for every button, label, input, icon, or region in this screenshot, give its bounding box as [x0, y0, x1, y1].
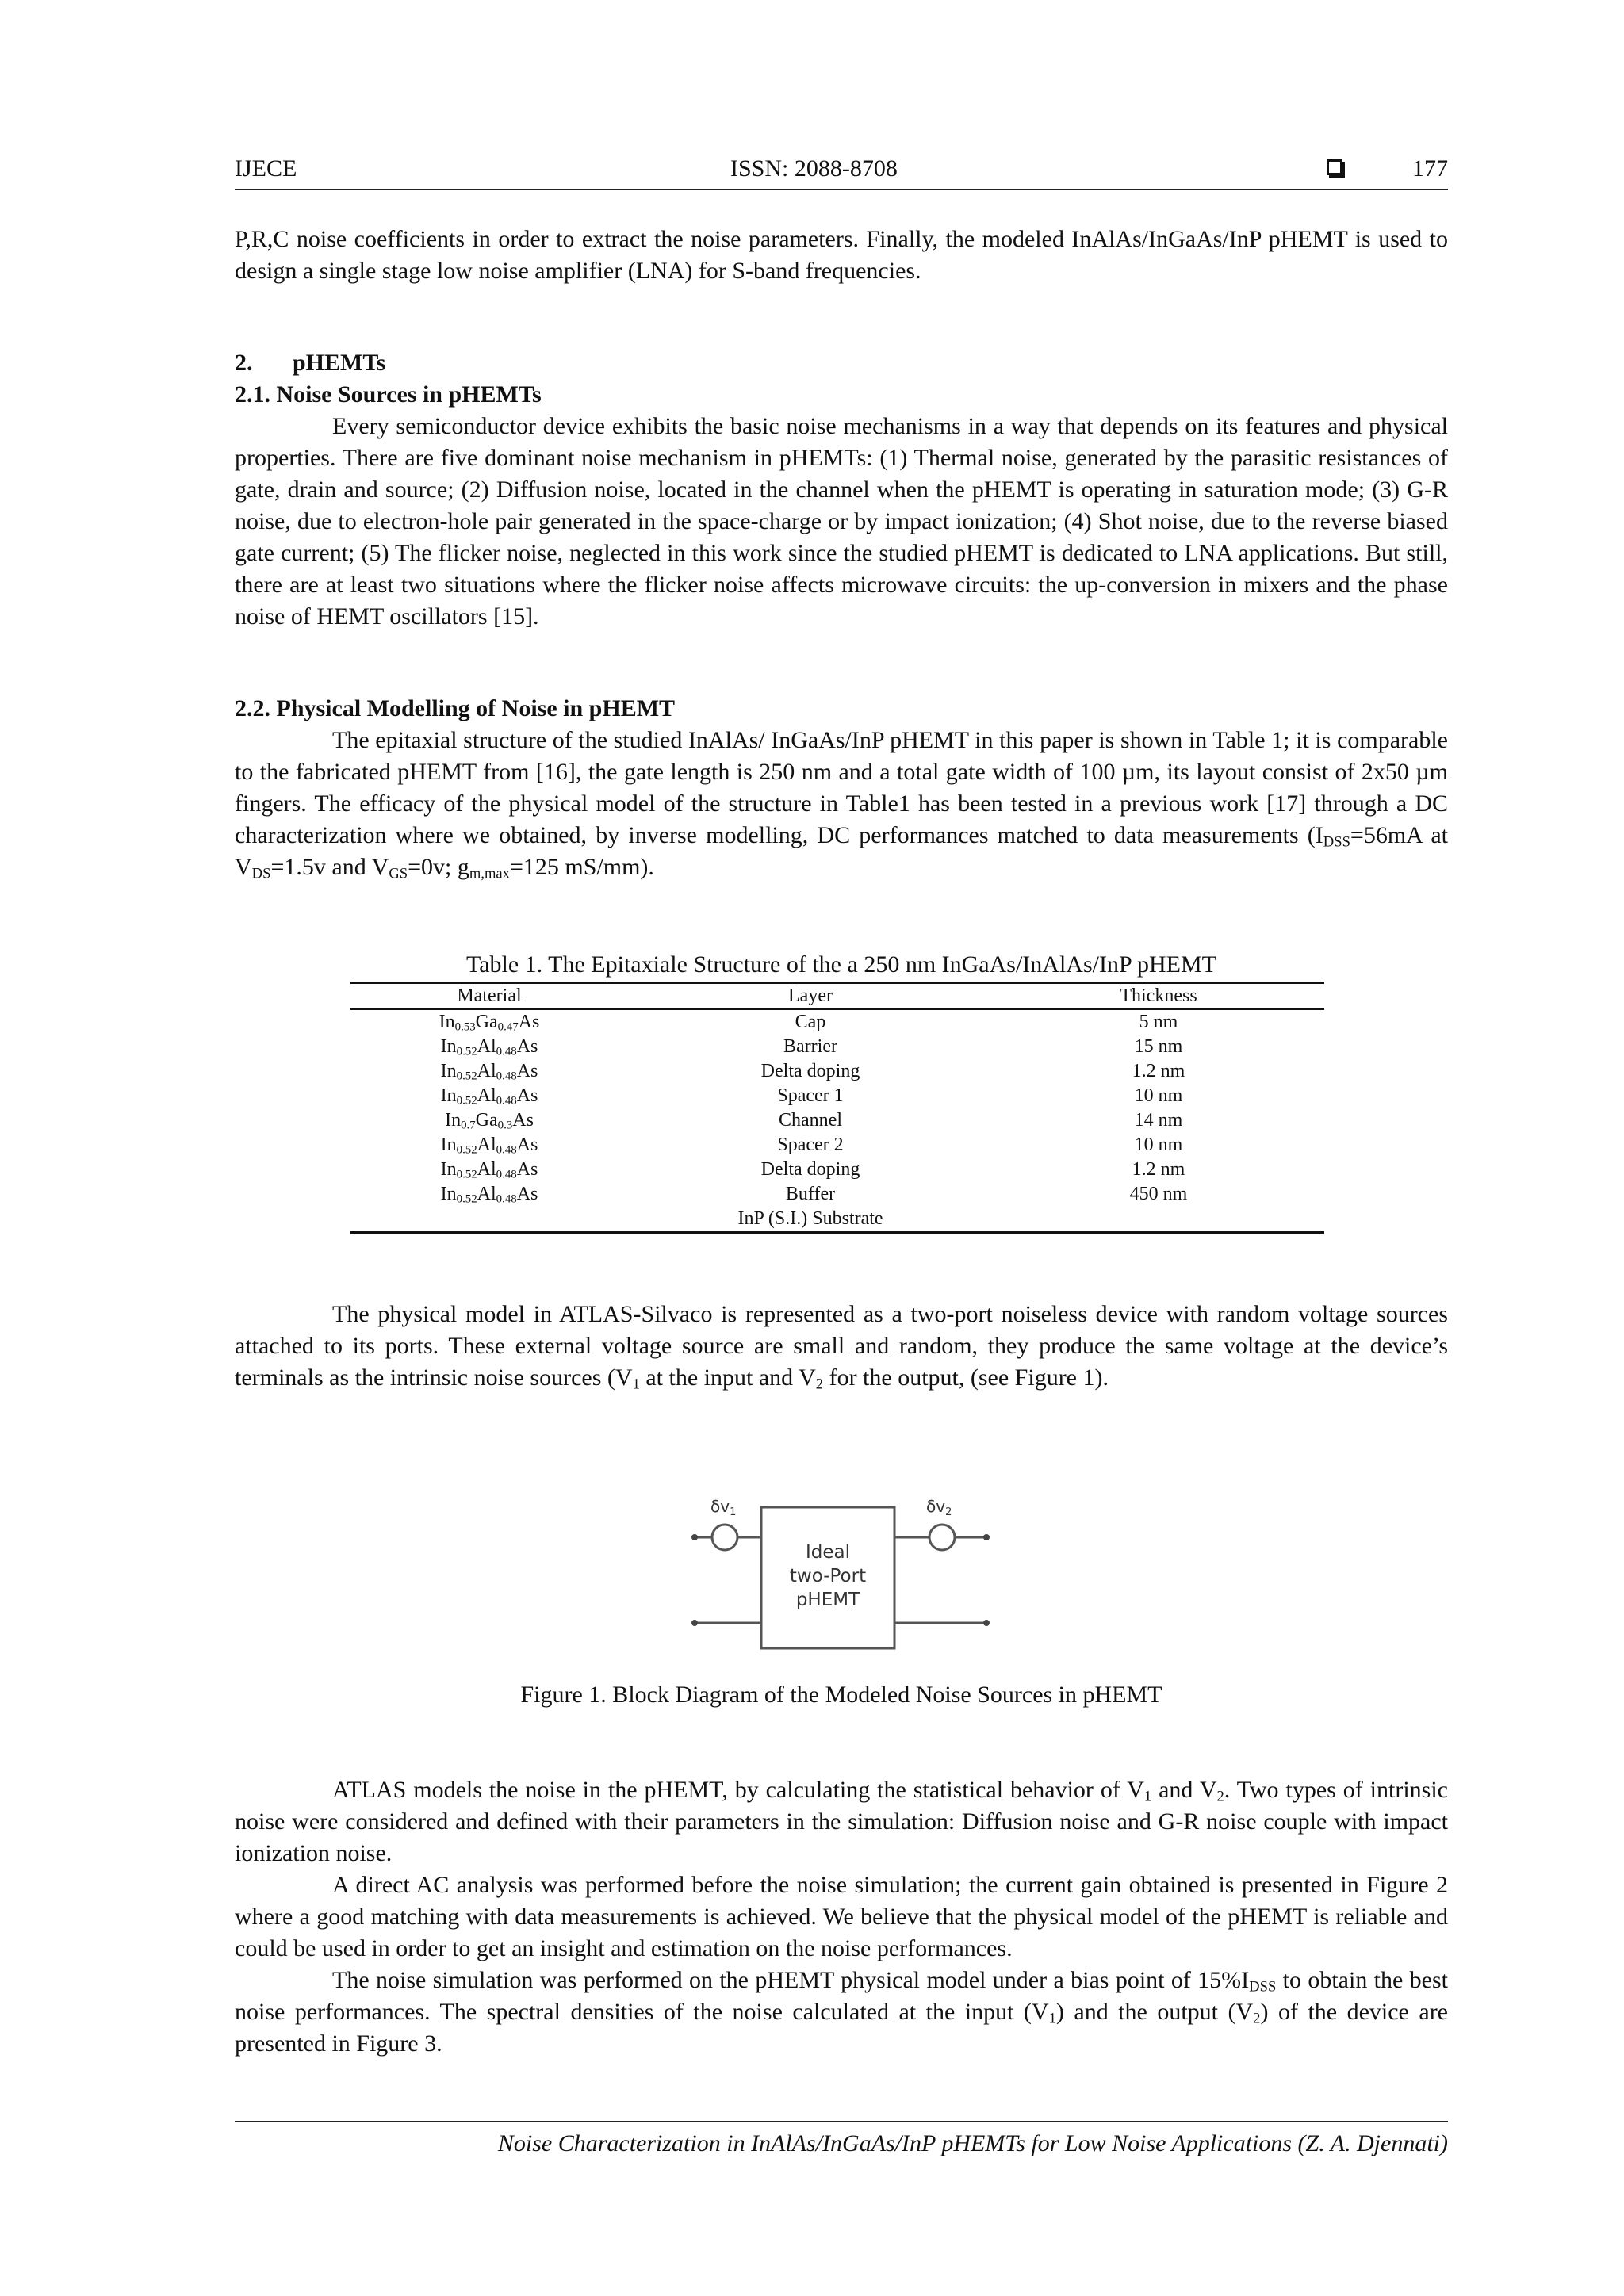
label-dv1: $\delta v_1$: [710, 1497, 737, 1518]
thickness-cell: 10 nm: [1134, 1135, 1183, 1155]
ac-analysis-paragraph: A direct AC analysis was performed before the noise simulation; the current gain obtained is presented in Figure 2 where a good matching with data measurements is achieved. We believe that the physical model of the pHEMT is reliable and could be used in order to get an insight and estimation on the noise performances.: [235, 1872, 1448, 1961]
table-row: [350, 1009, 1324, 1035]
paragraph-text: and V: [1151, 1777, 1217, 1803]
material-cell: $In_{0.52}Al_{0.48}As$: [440, 1036, 538, 1058]
table-row: [350, 1035, 1324, 1059]
table-row: [350, 1133, 1324, 1158]
epitaxial-structure-table: [350, 982, 1324, 1234]
thickness-cell: 15 nm: [1134, 1036, 1183, 1057]
noise-source-v1-icon: [712, 1525, 737, 1550]
intro-paragraph-block: [235, 224, 1448, 287]
thickness-cell: 14 nm: [1134, 1110, 1183, 1131]
thickness-cell: 5 nm: [1139, 1012, 1178, 1032]
paragraph-text: The noise simulation was performed on the pHEMT physical model under a bias point of 15%I: [332, 1967, 1250, 1993]
running-header: [235, 155, 1448, 190]
noise-source-v2-icon: [929, 1525, 955, 1550]
subscript: GS: [389, 865, 408, 882]
subsection-heading-2-2: [235, 693, 675, 725]
block-diagram-figure: [690, 1496, 1023, 1663]
thickness-cell: 1.2 nm: [1132, 1061, 1185, 1081]
table-row: [350, 1084, 1324, 1108]
substrate-cell: InP (S.I.) Substrate: [737, 1208, 883, 1229]
subscript: DSS: [1249, 1978, 1277, 1996]
journal-name: IJECE: [235, 155, 297, 182]
subscript: DSS: [1323, 833, 1350, 851]
label-dv2: $\delta v_2$: [926, 1497, 952, 1518]
paragraph-text: The epitaxial structure of the studied InAlAs/ InGaAs/InP pHEMT in this paper is shown in Table 1; it is comparable to the fabricated pHEMT from [16], the gate length is 250 nm and a total gate width of 100 µm, its layout consist of 2x50 µm fingers. The efficacy of the physical model of the structure in Table1 has been tested in a previous work [17] through a DC characterization where we obtained, by inverse modelling, DC performances matched to data measurements (I: [235, 727, 1448, 848]
subscript: 1: [1143, 1788, 1152, 1805]
table-row: [350, 1059, 1324, 1084]
paragraph-text: at the input and V: [639, 1364, 816, 1391]
section-title: pHEMTs: [293, 350, 386, 376]
intro-paragraph: P,R,C noise coefficients in order to extract the noise parameters. Finally, the modeled InAlAs/InGaAs/InP pHEMT is used to design a single stage low noise amplifier (LNA) for S-band frequencies.: [235, 226, 1448, 284]
layer-cell: Spacer 2: [777, 1135, 844, 1155]
table-row-substrate: [350, 1207, 1324, 1233]
atlas-model-block: [235, 1299, 1448, 1394]
thickness-cell: 450 nm: [1129, 1184, 1188, 1204]
terminal-dot: [983, 1534, 990, 1540]
subscript: m,max: [469, 865, 510, 882]
thickness-cell: 10 nm: [1134, 1085, 1183, 1106]
column-header-thickness: Thickness: [1120, 985, 1197, 1006]
terminal-dot: [691, 1534, 698, 1540]
box-label-line3: pHEMT: [795, 1590, 860, 1610]
paragraph-text: =56mA at V: [235, 822, 1448, 880]
layer-cell: Cap: [795, 1012, 826, 1032]
atlas-model-paragraph: [235, 1299, 1448, 1394]
subscript: 2: [1216, 1788, 1224, 1805]
subscript: DS: [251, 865, 271, 882]
subsection-number: 2.2.: [235, 695, 270, 721]
subscript: 1: [1048, 2010, 1056, 2027]
paragraph-text: =125 mS/mm).: [509, 854, 654, 880]
table-row: [350, 1108, 1324, 1133]
page-number: 177: [1412, 155, 1448, 182]
column-header-material: Material: [457, 985, 522, 1006]
subsection-title: Noise Sources in pHEMTs: [276, 381, 542, 408]
paragraph-text: for the output, (see Figure 1).: [823, 1364, 1109, 1391]
issn: ISSN: 2088-8708: [730, 155, 898, 182]
physical-modelling-block: [235, 725, 1448, 883]
subscript: 2: [815, 1376, 824, 1393]
running-footer: Noise Characterization in InAlAs/InGaAs/InP pHEMTs for Low Noise Applications (Z. A. Djennati): [235, 2121, 1448, 2157]
material-cell: $In_{0.52}Al_{0.48}As$: [440, 1061, 538, 1083]
subscript: 1: [632, 1376, 640, 1393]
paragraph-text: ATLAS models the noise in the pHEMT, by calculating the statistical behavior of V: [332, 1777, 1144, 1803]
figure-caption: Figure 1. Block Diagram of the Modeled Noise Sources in pHEMT: [520, 1682, 1162, 1708]
section-number: 2.: [235, 350, 253, 376]
table-header-row: [350, 983, 1324, 1010]
paragraph-text: ) and the output (V: [1055, 1999, 1254, 2025]
table-row: [350, 1182, 1324, 1207]
physical-modelling-paragraph: [235, 725, 1448, 883]
terminal-dot: [691, 1620, 698, 1626]
layer-cell: Delta doping: [760, 1061, 860, 1081]
paragraph-text: =0v; g: [408, 854, 469, 880]
layer-cell: Channel: [779, 1110, 842, 1131]
material-cell: $In_{0.7}Ga_{0.3}As$: [445, 1110, 534, 1132]
noise-sources-paragraph: Every semiconductor device exhibits the basic noise mechanisms in a way that depends on its features and physical properties. There are five dominant noise mechanism in pHEMTs: (1) Thermal noise, generated by the parasitic resistances of gate, drain and source; (2) Diffusion noise, located in the channel when the pHEMT is operating in saturation mode; (3) G-R noise, due to electron-hole pair generated in the space-charge or by impact ionization; (4) Shot noise, due to the reverse biased gate current; (5) The flicker noise, neglected in this work since the studied pHEMT is dedicated to LNA applications. But still, there are at least two situations where the flicker noise affects microwave circuits: the up-conversion in mixers and the phase noise of HEMT oscillators [15].: [235, 413, 1448, 629]
paragraph-text: . Two types of intrinsic noise were considered and defined with their parameters in the simulation: Diffusion noise and G-R noise couple with impact ionization noise.: [235, 1777, 1448, 1866]
material-cell: $In_{0.52}Al_{0.48}As$: [440, 1184, 538, 1206]
subsection-heading-2-1: [235, 379, 542, 411]
noise-sources-block: [235, 411, 1448, 633]
paragraph-text: ) of the device are presented in Figure 3.: [235, 1999, 1448, 2057]
subscript: 2: [1253, 2010, 1261, 2027]
atlas-noise-block: [235, 1774, 1448, 2060]
material-cell: $In_{0.53}Ga_{0.47}As$: [439, 1012, 540, 1034]
paragraph-text: =1.5v and V: [270, 854, 389, 880]
column-header-layer: Layer: [788, 985, 833, 1006]
subsection-title: Physical Modelling of Noise in pHEMT: [276, 695, 676, 721]
atlas-noise-paragraph: [235, 1774, 1448, 1869]
layer-cell: Delta doping: [760, 1159, 860, 1180]
thickness-cell: 1.2 nm: [1132, 1159, 1185, 1180]
box-bullet-icon: [1327, 159, 1342, 175]
layer-cell: Barrier: [783, 1036, 837, 1057]
paragraph-text: The physical model in ATLAS-Silvaco is represented as a two-port noiseless device with random voltage sources attached to its ports. These external voltage source are small and random, they produce the same voltage at the device’s terminals as the intrinsic noise sources (V: [235, 1301, 1448, 1391]
material-cell: $In_{0.52}Al_{0.48}As$: [440, 1159, 538, 1181]
layer-cell: Spacer 1: [777, 1085, 844, 1106]
table-caption: Table 1. The Epitaxiale Structure of the a 250 nm InGaAs/InAlAs/InP pHEMT: [465, 951, 1217, 978]
layer-cell: Buffer: [785, 1184, 836, 1204]
box-label-line2: two-Port: [789, 1566, 867, 1586]
material-cell: $In_{0.52}Al_{0.48}As$: [440, 1085, 538, 1108]
table-row: [350, 1158, 1324, 1182]
material-cell: $In_{0.52}Al_{0.48}As$: [440, 1135, 538, 1157]
paragraph-text: to obtain the best noise performances. The spectral densities of the noise calculated at the input (V: [235, 1967, 1449, 2025]
bias-paragraph: [235, 1965, 1448, 2060]
material-cell: [350, 1207, 628, 1233]
terminal-dot: [983, 1620, 990, 1626]
section-heading: [235, 347, 385, 379]
thickness-cell: [993, 1207, 1324, 1233]
box-label-line1: Ideal: [805, 1542, 851, 1563]
subsection-number: 2.1.: [235, 381, 270, 408]
